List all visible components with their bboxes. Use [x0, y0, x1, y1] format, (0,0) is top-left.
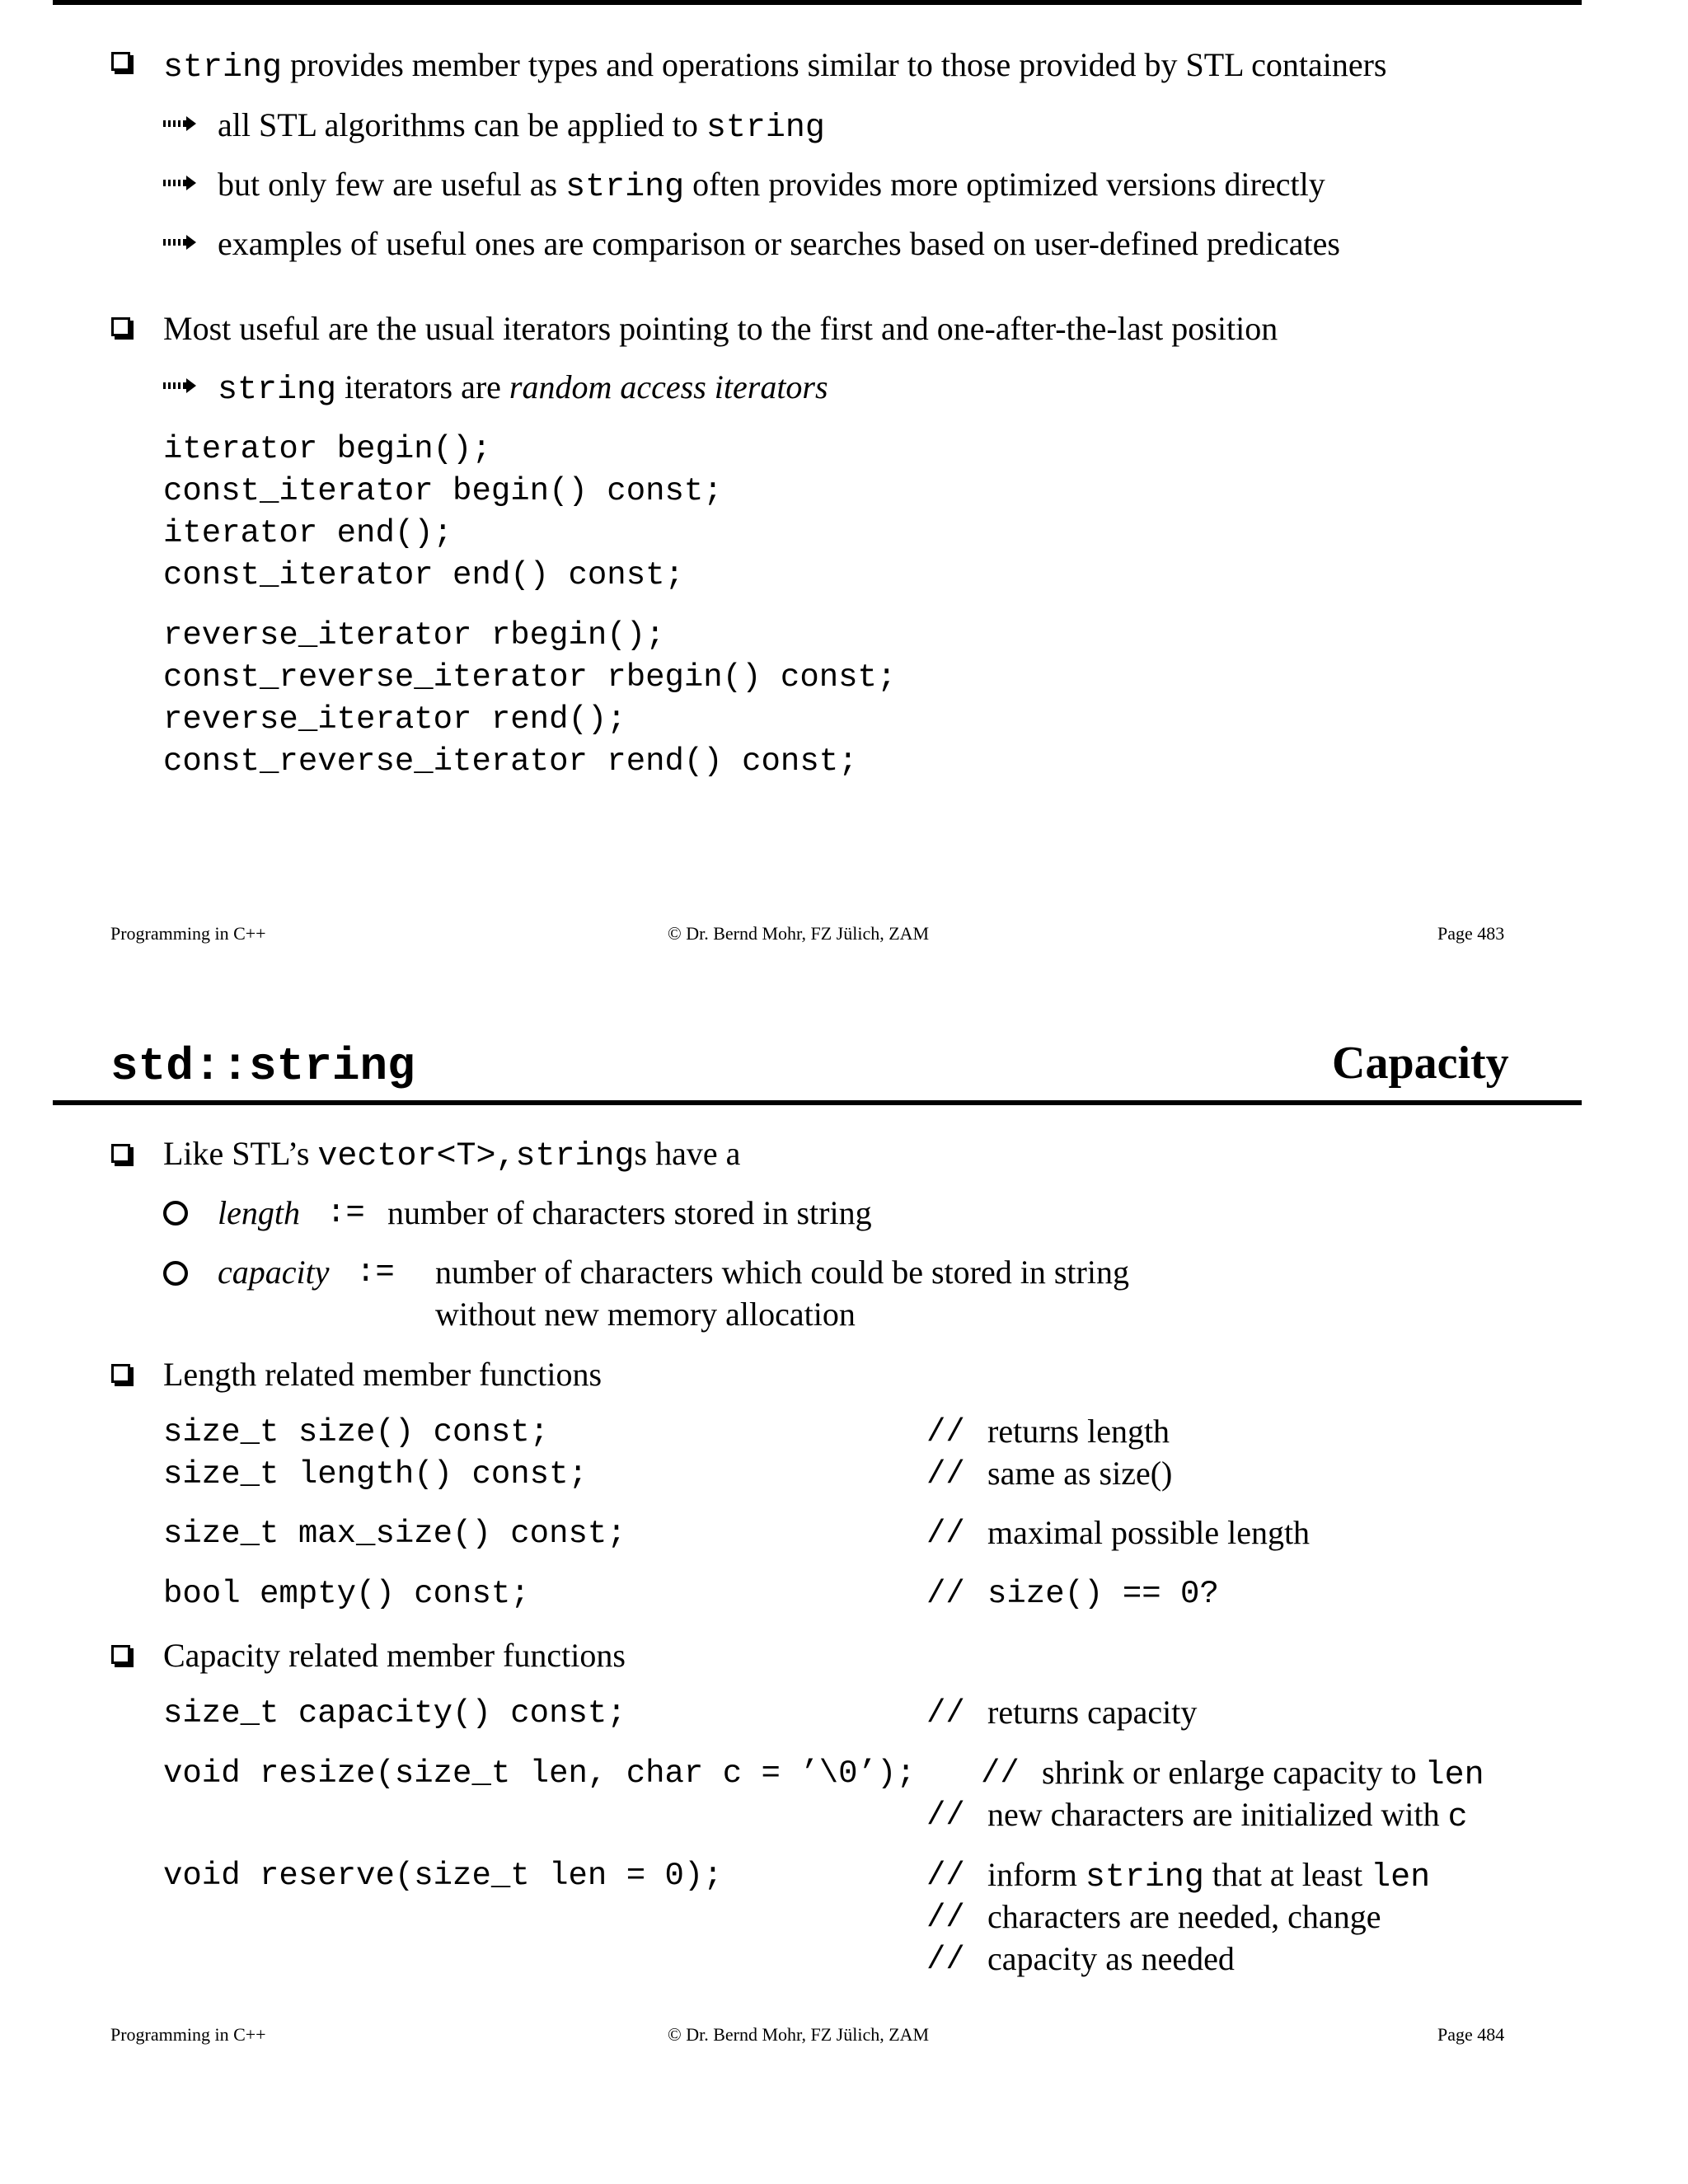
code-string: string [515, 1138, 635, 1175]
code-line: size_t max_size() const; [163, 1516, 626, 1552]
comment-marker: // [926, 1797, 965, 1834]
def-term-length [218, 1193, 300, 1233]
intro-text [163, 1134, 740, 1177]
bullet-1-text [163, 45, 1386, 88]
subitem-italic: random access iterators [509, 368, 828, 405]
comment-code: size() == 0? [987, 1576, 1219, 1612]
code-string: string [163, 49, 283, 87]
def-desc: number of characters stored in string [387, 1194, 872, 1231]
code-string: string [218, 372, 337, 409]
subitem-text: examples of useful ones are comparison or searches based on user-defined predicates [218, 225, 1340, 262]
bullet-box [111, 317, 130, 336]
code-line: size_t capacity() const; [163, 1695, 626, 1732]
footer-left: Programming in C++ [110, 2024, 266, 2045]
def-op: := [356, 1254, 395, 1291]
bullet-box [111, 52, 130, 71]
footer-page-number: Page 483 [1437, 923, 1505, 944]
comment-text-part: shrink or enlarge capacity to [1042, 1754, 1417, 1791]
circle-bullet-icon [163, 1261, 188, 1286]
def-op: := [326, 1195, 365, 1231]
code-string: string [565, 169, 685, 206]
comment-text [987, 1855, 1430, 1898]
length-heading: Length related member functions [163, 1356, 603, 1393]
title-rule [53, 1100, 1582, 1105]
term: length [218, 1194, 300, 1231]
code-vector: vector<T>, [317, 1138, 516, 1175]
footer-center: © Dr. Bernd Mohr, FZ Jülich, ZAM [668, 2024, 930, 2045]
code-line: reverse_iterator rend(); [163, 701, 626, 738]
arrow-bullet-icon [163, 234, 199, 251]
bullet-box [111, 1364, 130, 1383]
code-len: len [1424, 1757, 1484, 1794]
code-line: const_reverse_iterator rbegin() const; [163, 659, 897, 696]
top-rule [53, 0, 1582, 5]
footer-center: © Dr. Bernd Mohr, FZ Jülich, ZAM [668, 923, 930, 944]
comment-text-part: inform [987, 1856, 1077, 1893]
code-c: c [1447, 1799, 1468, 1836]
comment-text [987, 1795, 1468, 1838]
code-line: size_t size() const; [163, 1414, 550, 1451]
section-title: Capacity [1332, 1038, 1509, 1089]
def-term-capacity [218, 1253, 330, 1292]
subitem-text: but only few are useful as [218, 166, 558, 203]
code-line: const_iterator end() const; [163, 557, 684, 593]
subitem-1-2 [218, 165, 1325, 208]
comment-text [1042, 1753, 1484, 1796]
comment-marker: // [926, 1414, 965, 1451]
subitem-1-1 [218, 105, 825, 148]
bullet-1-desc: provides member types and operations similar to those provided by STL containers [290, 46, 1387, 83]
code-line: void resize(size_t len, char c = ’\0’); [163, 1755, 916, 1792]
capacity-heading: Capacity related member functions [163, 1637, 626, 1674]
footer-page-number: Page 484 [1437, 2024, 1505, 2045]
footer-left: Programming in C++ [110, 923, 266, 944]
comment-text: characters are needed, change [987, 1898, 1381, 1935]
comment-marker: // [926, 1695, 965, 1732]
bullet-2-desc: Most useful are the usual iterators pointing to the first and one-after-the-last position [163, 310, 1278, 347]
def-desc-cont: without new memory allocation [435, 1296, 856, 1333]
comment-text-part: new characters are initialized with [987, 1796, 1440, 1833]
code-line: reverse_iterator rbegin(); [163, 617, 665, 654]
def-desc: number of characters which could be stored in string [435, 1254, 1129, 1291]
arrow-bullet-icon [163, 175, 199, 191]
comment-text: same as size() [987, 1455, 1173, 1492]
subitem-1-3 [218, 224, 1340, 264]
comment-marker: // [926, 1456, 965, 1493]
intro-text-1: Like STL’s [163, 1135, 310, 1172]
circle-bullet-icon [163, 1201, 188, 1226]
subitem-text: all STL algorithms can be applied to [218, 106, 698, 143]
code-line: const_reverse_iterator rend() const; [163, 743, 858, 780]
comment-marker: // [926, 1900, 965, 1936]
code-line: size_t length() const; [163, 1456, 588, 1493]
bullet-box [111, 1645, 130, 1664]
comment-text-part: that at least [1212, 1856, 1363, 1893]
comment-marker: // [926, 1576, 965, 1612]
code-line: iterator begin(); [163, 431, 491, 467]
intro-text-2: s have a [634, 1135, 741, 1172]
comment-text: returns capacity [987, 1694, 1198, 1731]
arrow-bullet-icon [163, 115, 199, 132]
code-line: bool empty() const; [163, 1576, 530, 1612]
comment-text: returns length [987, 1413, 1170, 1450]
term: capacity [218, 1254, 330, 1291]
subitem-text: often provides more optimized versions directly [692, 166, 1325, 203]
code-string: string [1085, 1859, 1204, 1896]
subitem-2-1 [218, 368, 828, 410]
code-string: string [706, 110, 825, 147]
comment-text: maximal possible length [987, 1514, 1311, 1551]
bullet-box [111, 1144, 130, 1163]
comment-marker: // [926, 1516, 965, 1552]
arrow-bullet-icon [163, 377, 199, 394]
comment-marker: // [981, 1755, 1020, 1792]
comment-text: capacity as needed [987, 1940, 1235, 1977]
subitem-text: iterators are [345, 368, 501, 405]
page-title-code: std::string [110, 1040, 415, 1093]
comment-marker: // [926, 1858, 965, 1894]
bullet-2-text [163, 309, 1278, 349]
code-line: const_iterator begin() const; [163, 473, 723, 509]
comment-marker: // [926, 1942, 965, 1978]
code-line: iterator end(); [163, 515, 453, 551]
code-line: void reserve(size_t len = 0); [163, 1858, 723, 1894]
code-len: len [1371, 1859, 1431, 1896]
